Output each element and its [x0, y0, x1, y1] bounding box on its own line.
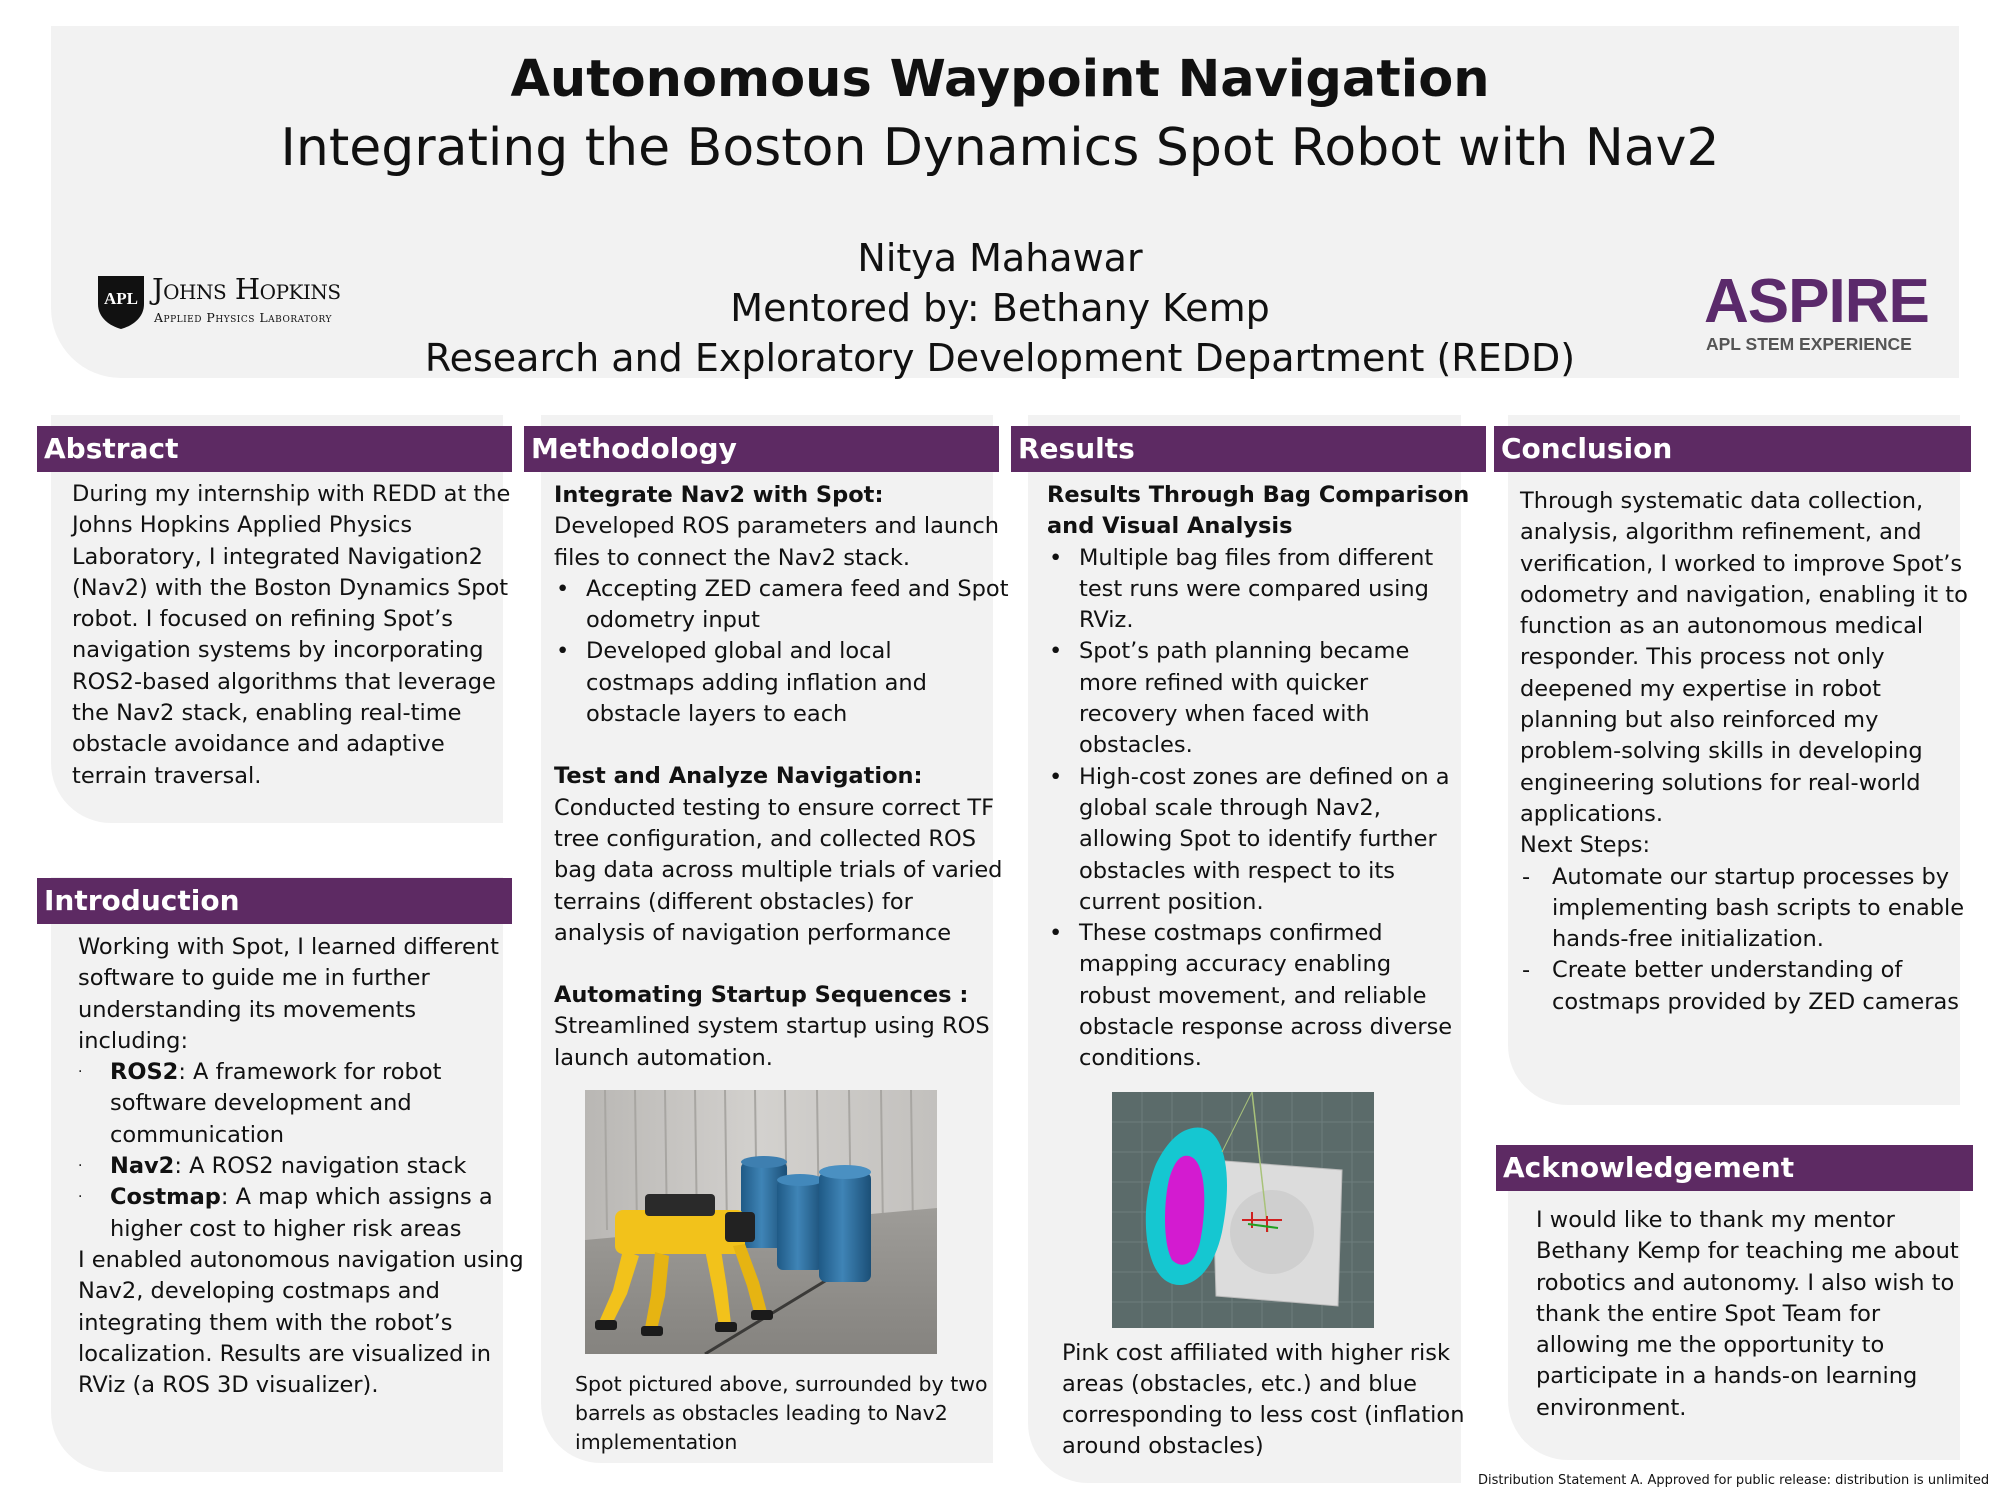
text-line: thank the entire Spot Team for — [1536, 1300, 1881, 1327]
text-line: software development and — [110, 1090, 412, 1117]
text-line: obstacles. — [1079, 732, 1193, 759]
methodology-body — [554, 480, 1009, 1074]
results-heading: Results — [1011, 426, 1486, 472]
abstract-body — [72, 479, 510, 792]
subheading-integrate: Integrate Nav2 with Spot: — [554, 482, 884, 508]
text-line: launch automation. — [554, 1044, 773, 1071]
text-line: • Developed global and local — [586, 638, 892, 665]
text-line: software to guide me in further — [78, 965, 430, 992]
list-item — [554, 574, 1009, 637]
conclusion-heading: Conclusion — [1494, 426, 1971, 472]
aspire-tagline: APL STEM EXPERIENCE — [1706, 334, 1912, 354]
jhu-sub: Applied Physics Laboratory — [154, 310, 332, 325]
text-line: : A ROS2 navigation stack — [174, 1153, 467, 1180]
text-line: higher cost to higher risk areas — [110, 1215, 462, 1242]
costmap-caption — [1062, 1338, 1464, 1462]
text-line: (Nav2) with the Boston Dynamics Spot — [72, 574, 509, 601]
text-line: global scale through Nav2, — [1079, 794, 1381, 821]
text-line: communication — [110, 1121, 285, 1148]
text-line: engineering solutions for real-world — [1520, 769, 1921, 796]
text-line: around obstacles) — [1062, 1433, 1264, 1459]
text-line: • Accepting ZED camera feed and Spot — [586, 575, 1009, 602]
text-line: Nav2, developing costmaps and — [78, 1278, 440, 1305]
jhu-name: Johns Hopkins — [152, 272, 341, 306]
department-line: Research and Exploratory Development Department (REDD) — [424, 336, 1576, 380]
rviz-costmap-image — [1112, 1092, 1374, 1328]
text-line: Spot pictured above, surrounded by two — [575, 1372, 988, 1396]
text-line: : A map which assigns a — [220, 1184, 493, 1211]
text-line: corresponding to less cost (inflation — [1062, 1402, 1465, 1428]
list-item — [78, 1182, 524, 1245]
term-nav2: Nav2 — [110, 1153, 175, 1180]
text-line: tree configuration, and collected ROS — [554, 825, 977, 852]
author-name: Nitya Mahawar — [857, 236, 1143, 280]
text-line: costmaps adding inflation and — [586, 669, 927, 696]
text-line: mapping accuracy enabling — [1079, 951, 1392, 978]
list-item — [1047, 918, 1469, 1074]
text-line: deepened my expertise in robot — [1520, 675, 1881, 702]
text-line: understanding its movements — [78, 996, 417, 1023]
text-line: including: — [78, 1027, 189, 1054]
text-line: During my internship with REDD at the — [72, 481, 511, 507]
poster-subtitle: Integrating the Boston Dynamics Spot Robot with Nav2 — [280, 118, 1720, 178]
text-line: localization. Results are visualized in — [78, 1340, 492, 1367]
conclusion-body — [1520, 486, 1968, 1018]
text-line: allowing me the opportunity to — [1536, 1332, 1885, 1359]
text-line: robotics and autonomy. I also wish to — [1536, 1269, 1955, 1296]
text-line: costmaps provided by ZED cameras — [1552, 988, 1960, 1015]
text-line: implementing bash scripts to enable — [1552, 894, 1965, 921]
text-line: - Create better understanding of — [1552, 957, 1903, 984]
next-steps-label: Next Steps: — [1520, 832, 1651, 859]
term-costmap: Costmap — [110, 1184, 221, 1211]
results-subheading: Results Through Bag Comparison — [1047, 482, 1470, 508]
subheading-automating: Automating Startup Sequences : — [554, 982, 969, 1009]
text-line: analysis of navigation performance — [554, 919, 952, 946]
text-line: integrating them with the robot’s — [78, 1309, 453, 1336]
text-line: RViz (a ROS 3D visualizer). — [78, 1372, 379, 1399]
text-line: areas (obstacles, etc.) and blue — [1062, 1371, 1417, 1397]
introduction-body — [78, 932, 524, 1401]
methodology-heading: Methodology — [524, 426, 999, 472]
results-bullets — [1047, 543, 1469, 1075]
text-line: files to connect the Nav2 stack. — [554, 544, 911, 571]
text-line: barrels as obstacles leading to Nav2 — [575, 1401, 948, 1425]
text-line: allowing Spot to identify further — [1079, 826, 1437, 853]
text-line: participate in a hands-on learning — [1536, 1363, 1918, 1390]
text-line: navigation systems by incorporating — [72, 637, 484, 664]
text-line: odometry and navigation, enabling it to — [1520, 581, 1968, 608]
text-line: odometry input — [586, 607, 760, 634]
acknowledgement-heading: Acknowledgement — [1496, 1145, 1973, 1191]
text-line: Conducted testing to ensure correct TF — [554, 794, 995, 821]
text-line: : A framework for robot — [178, 1059, 442, 1086]
text-line: • Spot’s path planning became — [1079, 638, 1410, 665]
results-subheading-2: and Visual Analysis — [1047, 513, 1293, 540]
text-line: • High-cost zones are defined on a — [1079, 763, 1450, 790]
text-line: more refined with quicker — [1079, 669, 1369, 696]
shield-text: APL — [104, 289, 138, 308]
text-line: bag data across multiple trials of varied — [554, 857, 1003, 884]
text-line: I enabled autonomous navigation using — [78, 1246, 524, 1273]
mentor-line: Mentored by: Bethany Kemp — [730, 286, 1270, 330]
text-line: function as an autonomous medical — [1520, 613, 1924, 640]
text-line: Streamlined system startup using ROS — [554, 1013, 990, 1040]
text-line: Through systematic data collection, — [1520, 488, 1924, 514]
text-line: robust movement, and reliable — [1079, 982, 1427, 1009]
text-line: applications. — [1520, 800, 1663, 827]
spot-robot-photo — [585, 1090, 937, 1354]
text-line: Johns Hopkins Applied Physics — [72, 512, 413, 539]
text-line: recovery when faced with — [1079, 701, 1370, 728]
text-line: • These costmaps confirmed — [1079, 920, 1383, 947]
list-item — [1520, 862, 1968, 956]
text-line: current position. — [1079, 888, 1264, 915]
text-line: hands-free initialization. — [1552, 926, 1824, 953]
text-line: Bethany Kemp for teaching me about — [1536, 1238, 1959, 1265]
poster-title: Autonomous Waypoint Navigation — [510, 50, 1490, 109]
list-item — [1047, 762, 1469, 918]
text-line: responder. This process not only — [1520, 644, 1885, 671]
list-item — [1047, 543, 1469, 637]
list-item — [1520, 955, 1968, 1018]
text-line: problem-solving skills in developing — [1520, 738, 1923, 765]
text-line: robot. I focused on refining Spot’s — [72, 606, 453, 633]
subheading-test: Test and Analyze Navigation: — [554, 763, 923, 790]
term-ros2: ROS2 — [110, 1059, 179, 1086]
text-line: - Automate our startup processes by — [1552, 863, 1950, 890]
text-line: obstacle avoidance and adaptive — [72, 731, 445, 758]
aspire-wordmark: ASPIRE — [1704, 267, 1929, 336]
apl-shield-icon — [96, 274, 146, 330]
distribution-statement: Distribution Statement A. Approved for public release: distribution is unlimited — [1478, 1473, 1990, 1488]
list-item — [78, 1151, 524, 1182]
text-line: • Multiple bag files from different — [1079, 544, 1434, 571]
text-line: terrains (different obstacles) for — [554, 888, 913, 915]
text-line: I would like to thank my mentor — [1536, 1207, 1895, 1233]
list-item — [554, 636, 1009, 730]
text-line: obstacle layers to each — [586, 701, 848, 728]
text-line: ROS2-based algorithms that leverage — [72, 668, 496, 695]
text-line: Working with Spot, I learned different — [78, 934, 499, 960]
text-line: obstacles with respect to its — [1079, 857, 1395, 884]
definitions-list — [78, 1057, 524, 1245]
list-item — [78, 1057, 524, 1151]
next-steps-list — [1520, 862, 1968, 1018]
text-line: planning but also reinforced my — [1520, 707, 1879, 734]
aspire-logo — [1700, 267, 1940, 358]
list-item — [1047, 636, 1469, 761]
abstract-heading: Abstract — [37, 426, 512, 472]
text-line: terrain traversal. — [72, 762, 262, 789]
text-line: analysis, algorithm refinement, and — [1520, 519, 1922, 546]
results-body — [1047, 480, 1469, 1075]
text-line: test runs were compared using — [1079, 575, 1429, 602]
acknowledgement-body — [1536, 1205, 1959, 1424]
text-line: Developed ROS parameters and launch — [554, 513, 1000, 540]
text-line: RViz. — [1079, 607, 1134, 634]
text-line: Laboratory, I integrated Navigation2 — [72, 543, 483, 570]
text-line: Pink cost affiliated with higher risk — [1062, 1340, 1450, 1366]
text-line: conditions. — [1079, 1045, 1202, 1072]
spot-photo-caption — [575, 1370, 988, 1457]
text-line: verification, I worked to improve Spot’s — [1520, 550, 1963, 577]
text-line: implementation — [575, 1430, 738, 1454]
jhu-apl-logo — [96, 272, 386, 332]
text-line: obstacle response across diverse — [1079, 1014, 1453, 1041]
introduction-heading: Introduction — [37, 878, 512, 924]
text-line: environment. — [1536, 1394, 1687, 1421]
text-line: the Nav2 stack, enabling real-time — [72, 700, 462, 727]
integrate-bullets — [554, 574, 1009, 730]
